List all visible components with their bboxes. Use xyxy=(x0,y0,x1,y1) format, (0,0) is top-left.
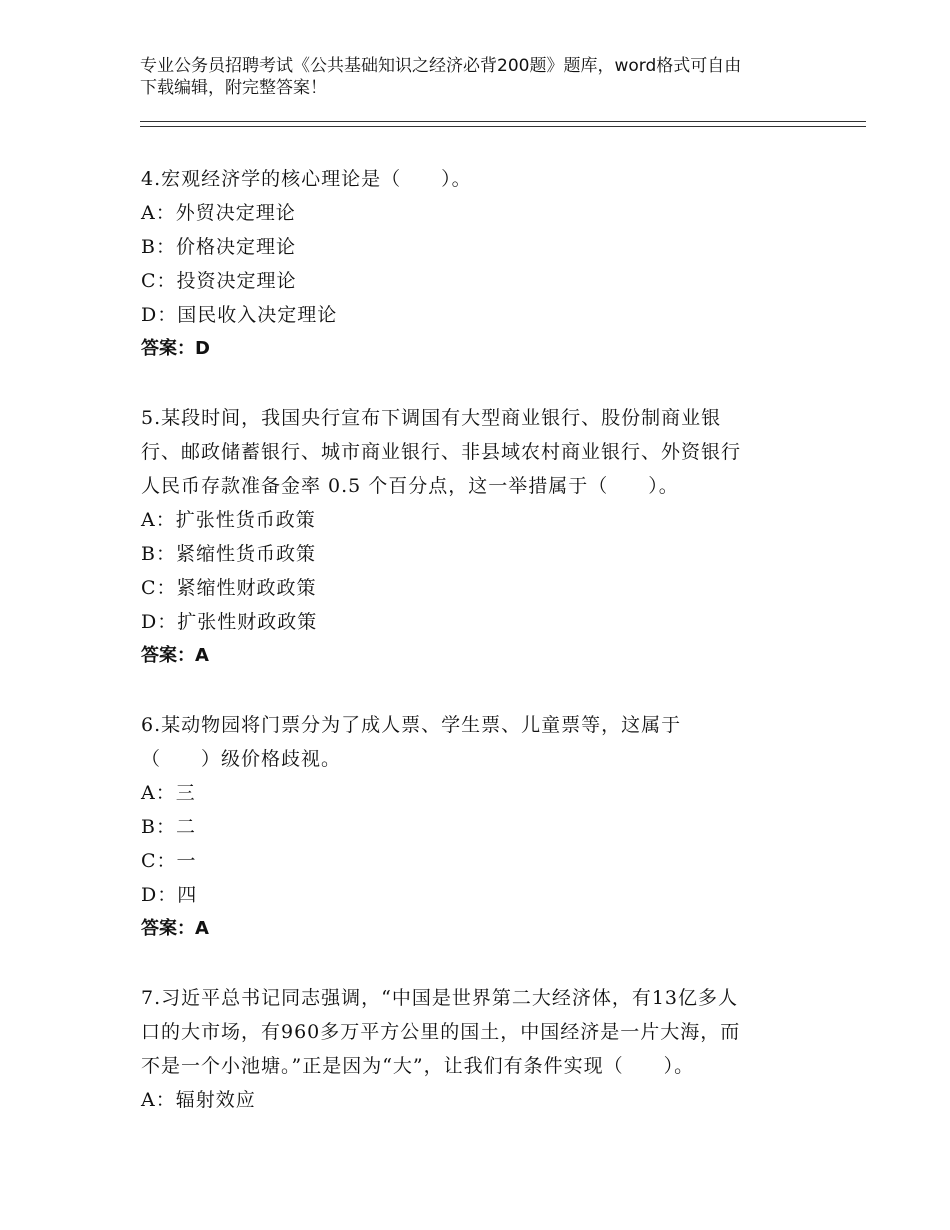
document-header xyxy=(140,55,820,99)
question-stem-line: 不是一个小池塘。”正是因为“大”，让我们有条件实现（ ）。 xyxy=(141,1055,695,1077)
option-b: B：二 xyxy=(141,816,196,838)
question-stem-line: 行、邮政储蓄银行、城市商业银行、非县域农村商业银行、外资银行 xyxy=(141,441,742,463)
option-a: A：扩张性货币政策 xyxy=(141,509,316,531)
header-divider-bottom xyxy=(140,126,866,127)
question-stem-line: （ ）级价格歧视。 xyxy=(141,748,342,770)
option-d: D：国民收入决定理论 xyxy=(141,304,338,326)
option-b: B：紧缩性货币政策 xyxy=(141,543,316,565)
option-c: C：一 xyxy=(141,850,197,872)
question-stem-line: 口的大市场，有960多万平方公里的国土，中国经济是一片大海，而 xyxy=(141,1021,741,1043)
question-spacer xyxy=(141,673,821,708)
question-spacer xyxy=(141,946,821,981)
option-b: B：价格决定理论 xyxy=(141,236,296,258)
option-d: D：扩张性财政政策 xyxy=(141,611,318,633)
option-c: C：投资决定理论 xyxy=(141,270,297,292)
question-stem-line: 7.习近平总书记同志强调，“中国是世界第二大经济体，有13亿多人 xyxy=(141,987,739,1009)
header-line-1: 专业公务员招聘考试《公共基础知识之经济必背200题》题库，word格式可自由 xyxy=(140,56,742,76)
header-divider-top xyxy=(140,121,866,122)
option-a: A：外贸决定理论 xyxy=(141,202,296,224)
option-d: D：四 xyxy=(141,884,198,906)
answer-label: 答案：A xyxy=(141,645,209,666)
question-spacer xyxy=(141,366,821,401)
answer-label: 答案：A xyxy=(141,918,209,939)
option-c: C：紧缩性财政政策 xyxy=(141,577,317,599)
question-stem-line: 4.宏观经济学的核心理论是（ ）。 xyxy=(141,168,472,190)
question-stem-line: 人民币存款准备金率 0.5 个百分点，这一举措属于（ ）。 xyxy=(141,475,679,497)
header-line-2: 下载编辑，附完整答案！ xyxy=(140,78,327,98)
answer-label: 答案：D xyxy=(141,338,210,359)
question-4 xyxy=(141,162,821,366)
question-6 xyxy=(141,708,821,946)
question-list xyxy=(141,162,821,1117)
option-a: A：三 xyxy=(141,782,196,804)
question-7 xyxy=(141,981,821,1117)
option-a: A：辐射效应 xyxy=(141,1089,256,1111)
question-stem-line: 6.某动物园将门票分为了成人票、学生票、儿童票等，这属于 xyxy=(141,714,682,736)
question-stem-line: 5.某段时间，我国央行宣布下调国有大型商业银行、股份制商业银 xyxy=(141,407,722,429)
question-5 xyxy=(141,401,821,673)
